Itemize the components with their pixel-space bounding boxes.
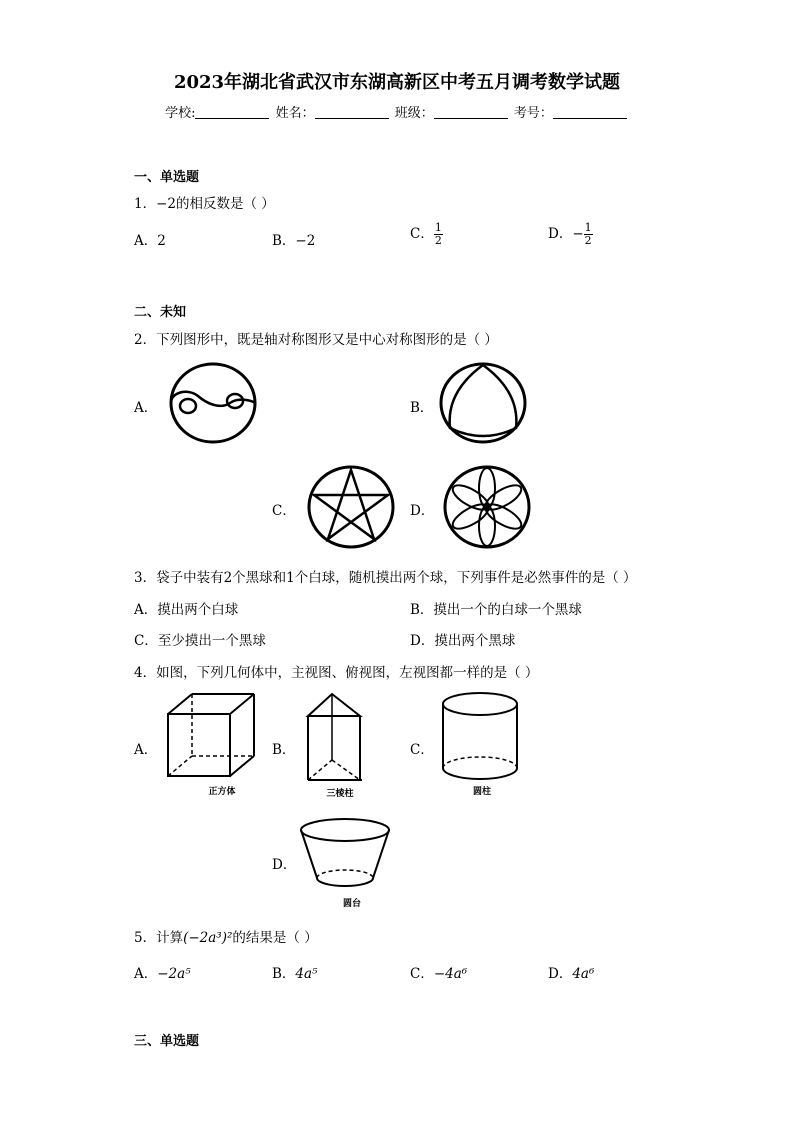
cube-caption: 正方体 (208, 787, 236, 797)
option-value: 4a⁵ (295, 966, 318, 982)
question-5-stem (134, 926, 318, 946)
exam-number-blank[interactable] (553, 118, 627, 119)
q2-option-a-label[interactable]: A． (134, 400, 158, 416)
pentagram-icon (306, 465, 396, 549)
prism-caption: 三棱柱 (326, 789, 354, 799)
q2-option-b-label[interactable]: B． (410, 400, 434, 416)
question-4-stem: 4．如图，下列几何体中，主视图、俯视图，左视图都一样的是（ ） (134, 665, 539, 681)
q3-option-c[interactable]: C．至少摸出一个黑球 (134, 633, 266, 649)
q1-option-c[interactable] (410, 222, 443, 247)
option-value: −2a⁵ (157, 966, 191, 982)
q1-option-d[interactable] (548, 222, 593, 247)
page-title: 2023年湖北省武汉市东湖高新区中考五月调考数学试题 (173, 72, 621, 93)
q4-option-a-label[interactable]: A． (134, 742, 158, 758)
name-blank[interactable] (315, 118, 389, 119)
option-value: −2 (295, 233, 316, 249)
option-value: 2 (157, 233, 166, 249)
option-label: B． (272, 966, 296, 982)
q2-option-c-label[interactable]: C． (272, 503, 296, 519)
section-heading-3: 三、单选题 (134, 1034, 200, 1049)
class-label: 班级： (394, 106, 434, 121)
yin-yang-icon (168, 362, 258, 444)
q5-option-c[interactable] (410, 962, 467, 982)
name-label: 姓名： (275, 106, 315, 121)
option-label: A． (134, 233, 158, 249)
q3-option-b[interactable]: B．摸出一个的白球一个黑球 (410, 602, 582, 618)
q4-option-b-label[interactable]: B． (272, 742, 296, 758)
q5-stem-prefix: 5．计算 (134, 930, 184, 946)
option-value: 4a⁶ (572, 966, 595, 982)
option-label: C． (410, 226, 434, 242)
frustum-icon (298, 816, 393, 914)
triangular-prism-icon (300, 690, 380, 802)
denominator: 2 (434, 234, 442, 247)
question-2-stem: 2．下列图形中，既是轴对称图形又是中心对称图形的是（ ） (134, 332, 498, 348)
option-label: D． (548, 966, 573, 982)
school-blank[interactable] (195, 118, 269, 119)
section-heading-1: 一、单选题 (134, 170, 200, 185)
reuleaux-triangle-icon (438, 362, 528, 444)
cube-icon (164, 690, 259, 800)
q5-expression: (−2a³)² (183, 930, 233, 946)
numerator: 1 (584, 221, 592, 234)
student-info-line (0, 102, 794, 121)
option-label: C． (410, 966, 434, 982)
school-label: 学校: (165, 106, 196, 121)
question-1-stem: 1．−2的相反数是（ ） (134, 196, 275, 212)
q1-option-b[interactable] (272, 229, 315, 249)
q2-option-d-label[interactable]: D． (410, 503, 435, 519)
q5-option-b[interactable] (272, 962, 317, 982)
cylinder-caption: 圆柱 (472, 787, 492, 797)
class-blank[interactable] (434, 118, 508, 119)
q3-option-a[interactable]: A．摸出两个白球 (134, 602, 239, 618)
section-heading-2: 二、未知 (134, 305, 187, 320)
cylinder-icon (440, 690, 525, 802)
option-label: D． (548, 226, 573, 242)
denominator: 2 (584, 234, 592, 247)
q4-option-c-label[interactable]: C． (410, 742, 434, 758)
q1-option-a[interactable] (134, 229, 166, 249)
minus-sign: − (572, 226, 584, 242)
q4-option-d-label[interactable]: D． (272, 857, 297, 873)
fraction (584, 222, 593, 247)
numerator: 1 (434, 221, 442, 234)
q3-option-d[interactable]: D．摸出两个黑球 (410, 633, 516, 649)
q5-option-d[interactable] (548, 962, 594, 982)
frustum-caption: 圆台 (342, 899, 362, 909)
option-label: B． (272, 233, 296, 249)
option-value: −4a⁶ (433, 966, 468, 982)
question-3-stem: 3．袋子中装有2个黑球和1个白球，随机摸出两个球，下列事件是必然事件的是（ ） (134, 570, 637, 586)
flower-icon (442, 465, 532, 549)
fraction (434, 222, 443, 247)
q5-stem-suffix: 的结果是（ ） (232, 930, 318, 946)
option-label: A． (134, 966, 158, 982)
q5-option-a[interactable] (134, 962, 191, 982)
exam-number-label: 考号： (513, 106, 553, 121)
